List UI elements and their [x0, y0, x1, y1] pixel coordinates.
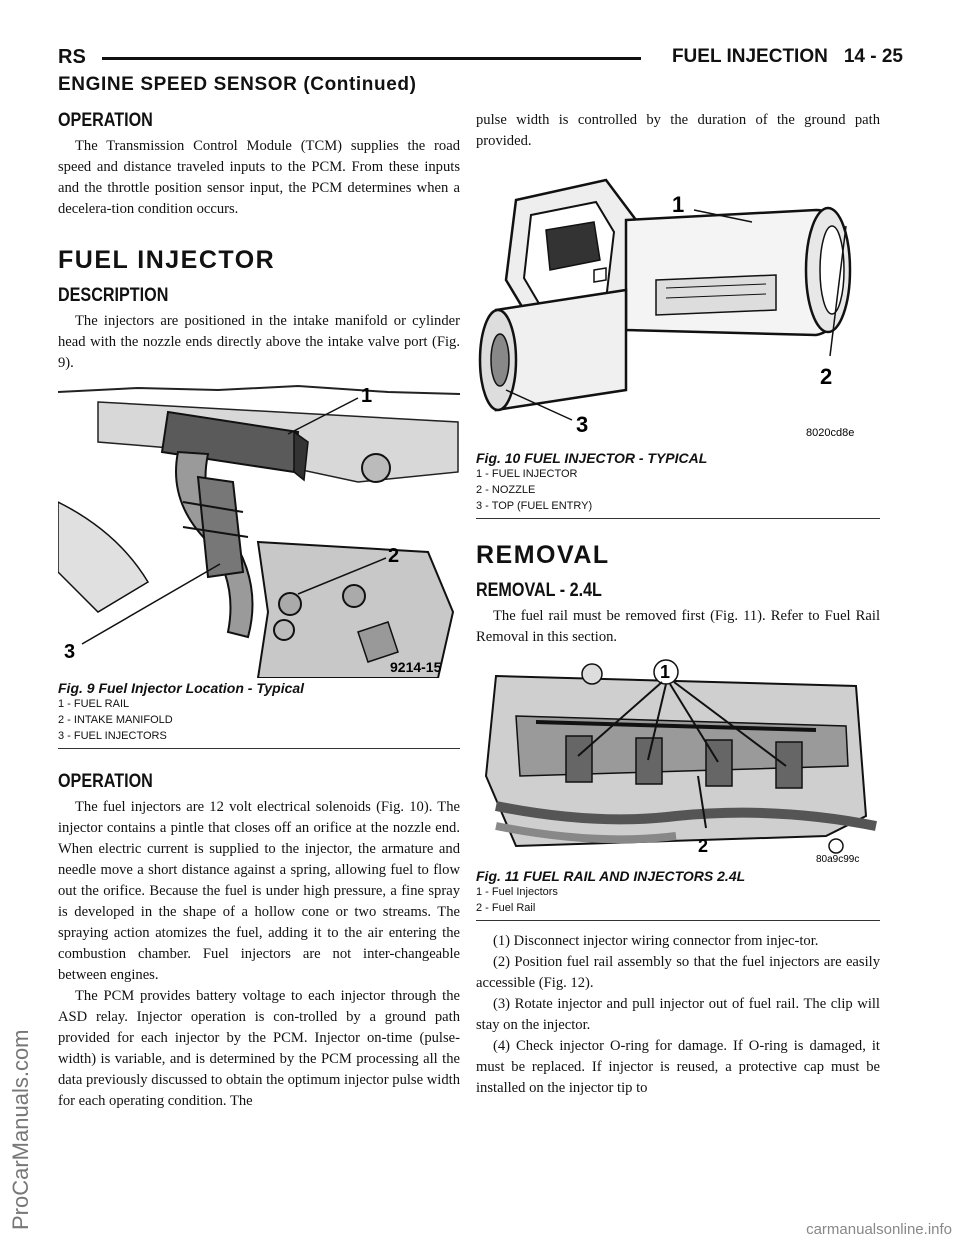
fig10-callout-2: 2 — [820, 364, 833, 389]
figure-9-legend-2: 2 - INTAKE MANIFOLD — [58, 714, 173, 726]
description-text: The injectors are positioned in the intake manifold or cylinder head with the nozzle ends directly above the intake valve port (Fig. 9). — [58, 313, 460, 371]
fig9-callout-3: 3 — [64, 641, 76, 663]
fig9-callout-1: 1 — [361, 385, 373, 407]
figure-9-caption: Fig. 9 Fuel Injector Location - Typical — [58, 680, 305, 696]
left-column — [58, 110, 460, 1112]
header-rule — [102, 57, 641, 60]
removal-step-1: (1) Disconnect injector wiring connector from injec-tor. — [493, 933, 819, 949]
removal-step-3: (3) Rotate injector and pull injector out of fuel rail. The clip will stay on the injector. — [476, 996, 880, 1033]
header-section-code: RS — [58, 46, 86, 68]
right-column — [476, 110, 880, 1099]
continued-text: pulse width is controlled by the duration of the ground path provided. — [476, 112, 880, 149]
figure-9-illustration — [58, 382, 460, 678]
operation-2-paragraph-2: The PCM provides battery voltage to each injector through the ASD relay. Injector operation is con-trolled by a ground path provided for each injector by the PCM. Injector on-time (pulse-width) is variable, and is determined by the PCM processing all the data previously discussed to obtain the optimum injector pulse width for each operating condition. The — [58, 988, 460, 1109]
removal-step-2: (2) Position fuel rail assembly so that the fuel injectors are easily accessible (Fig. 12). — [476, 954, 880, 991]
figure-10 — [476, 160, 880, 519]
fig9-callout-2: 2 — [388, 545, 400, 567]
operation-2-paragraph-1: The fuel injectors are 12 volt electrical solenoids (Fig. 10). The injector contains a pintle that closes off an orifice at the nozzle end. When electric current is supplied to the injector, the armature and needle move a short distance against a spring, allowing fuel to flow out the orifice. Because the fuel is under high pressure, a fine spray is developed in the shape of a hollow cone or two streams. The spraying action atomizes the fuel, adding it to the air entering the combustion chamber. Fuel injectors are not inter-changeable between engines. — [58, 799, 460, 983]
fig11-code: 80a9c99c — [816, 854, 860, 865]
figure-9 — [58, 382, 460, 749]
figure-10-legend-2: 2 - NOZZLE — [476, 484, 536, 496]
figure-9-legend-1: 1 - FUEL RAIL — [58, 698, 130, 710]
fig11-callout-1: 1 — [660, 662, 671, 682]
figure-11-legend-2: 2 - Fuel Rail — [476, 902, 536, 914]
header-title-page — [672, 46, 903, 68]
header-page-number: 14 - 25 — [843, 46, 903, 67]
operation-2-heading: OPERATION — [58, 771, 153, 792]
description-heading: DESCRIPTION — [58, 285, 169, 306]
fig10-callout-1: 1 — [672, 192, 685, 217]
page-header — [58, 46, 903, 68]
footer-link[interactable]: carmanualsonline.info — [806, 1221, 952, 1238]
operation-text: The Transmission Control Module (TCM) supplies the road speed and distance traveled inputs to the PCM. From these inputs and the throttle position sensor input, the PCM determines when a decelera-tion condition occurs. — [58, 138, 460, 217]
figure-11 — [476, 656, 880, 921]
figure-10-illustration — [476, 160, 880, 448]
figure-10-legend-1: 1 - FUEL INJECTOR — [476, 468, 578, 480]
figure-11-illustration — [476, 656, 880, 866]
figure-11-legend-1: 1 - Fuel Injectors — [476, 886, 558, 898]
figure-11-caption: Fig. 11 FUEL RAIL AND INJECTORS 2.4L — [476, 868, 746, 884]
removal-24l-heading: REMOVAL - 2.4L — [476, 580, 602, 601]
removal-text: The fuel rail must be removed first (Fig. 11). Refer to Fuel Rail Removal in this section. — [476, 608, 880, 645]
fuel-injector-heading: FUEL INJECTOR — [58, 246, 276, 274]
operation-heading: OPERATION — [58, 110, 153, 131]
fig11-callout-2: 2 — [698, 836, 709, 856]
removal-step-4: (4) Check injector O-ring for damage. If O-ring is damaged, it must be replaced. If injector is reused, a protective cap must be installed on the injector tip to — [476, 1038, 880, 1096]
fig10-callout-3: 3 — [576, 412, 589, 437]
figure-9-legend-3: 3 - FUEL INJECTORS — [58, 730, 167, 742]
watermark-text: ProCarManuals.com — [8, 1029, 33, 1230]
section-continued-title: ENGINE SPEED SENSOR (Continued) — [58, 74, 417, 95]
removal-heading: REMOVAL — [476, 541, 610, 569]
figure-10-caption: Fig. 10 FUEL INJECTOR - TYPICAL — [476, 450, 708, 466]
header-title: FUEL INJECTION — [671, 46, 828, 67]
figure-10-legend-3: 3 - TOP (FUEL ENTRY) — [476, 500, 593, 512]
fig9-code: 9214-15 — [390, 659, 442, 675]
fig10-code: 8020cd8e — [806, 427, 855, 439]
